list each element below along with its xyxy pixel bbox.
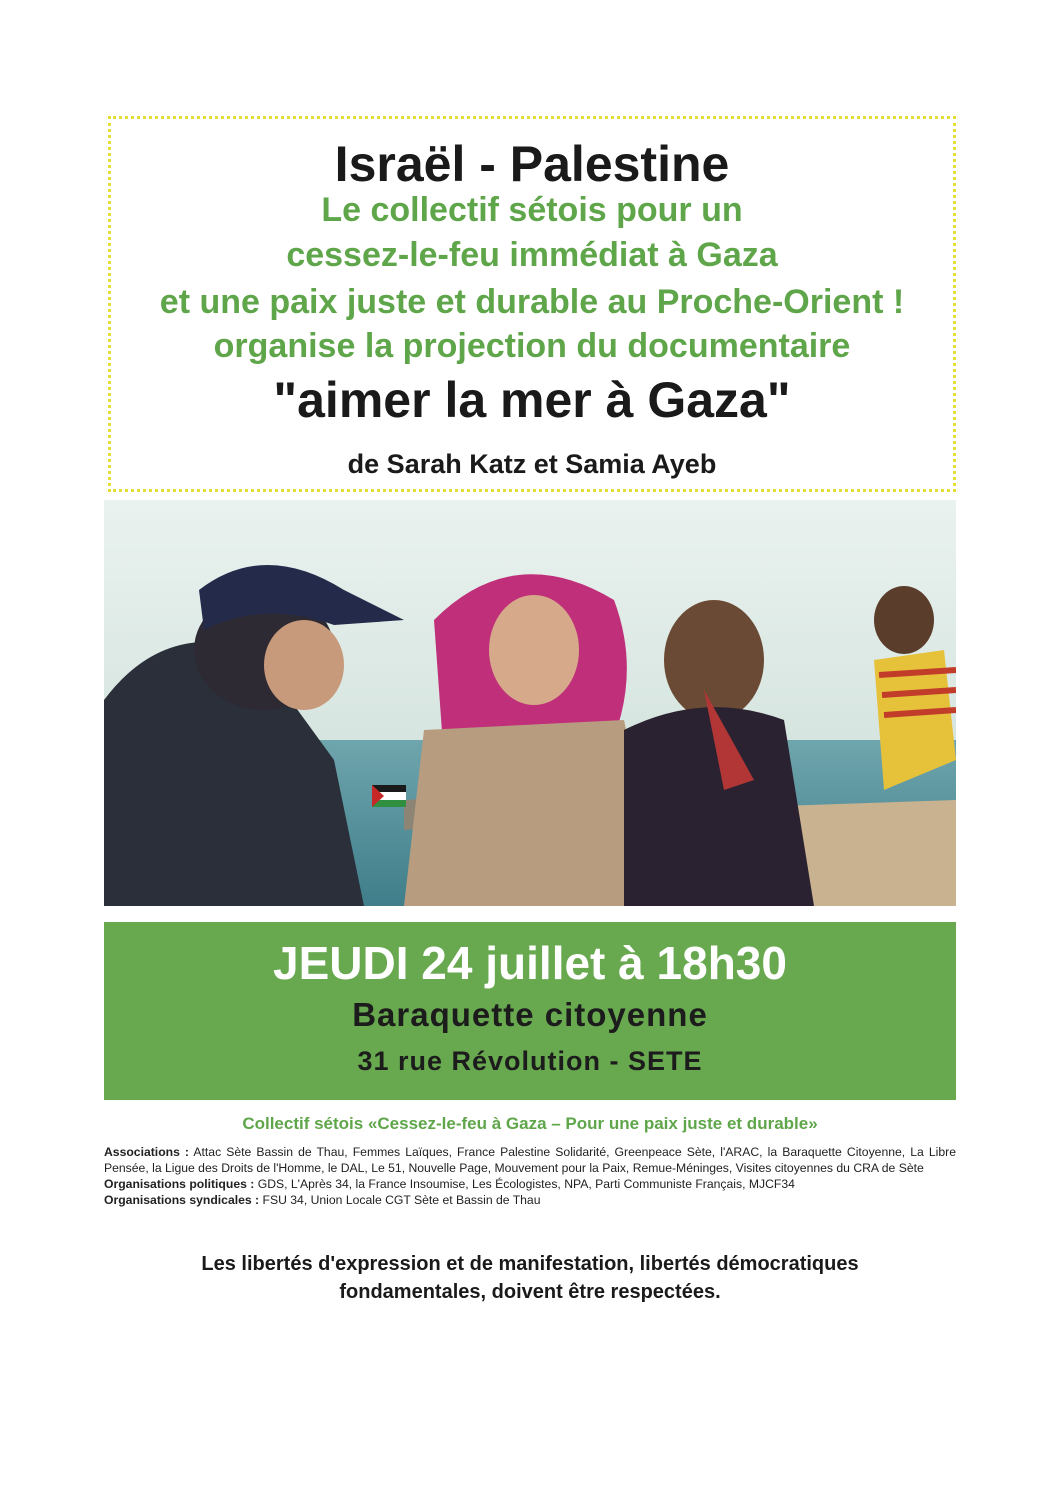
associations-list: Attac Sète Bassin de Thau, Femmes Laïques, France Palestine Solidarité, Greenpeace Sète, l'ARAC, la Baraquette Citoyenne, La Libre Pensée, la Ligue des Droits de l'Homme, le DAL, Le 51, Nouvelle Page, Mouvement pour la Paix, Remue-Méninges, Visites citoyennes du CRA de Sète — [104, 1145, 956, 1175]
subtitle-line-3: et une paix juste et durable au Proche-Orient ! — [159, 283, 905, 321]
politiques-list: GDS, L'Après 34, la France Insoumise, Les Écologistes, NPA, Parti Communiste Français, MJCF34 — [254, 1177, 795, 1191]
collectif-name: Collectif sétois «Cessez-le-feu à Gaza – Pour une paix juste et durable» — [242, 1114, 818, 1133]
politiques-label: Organisations politiques : — [104, 1177, 255, 1191]
documentary-photo — [104, 500, 956, 906]
poster-title: Israël - Palestine — [334, 136, 730, 192]
film-title: "aimer la mer à Gaza" — [273, 372, 791, 428]
members-list — [104, 1144, 956, 1208]
associations-label: Associations : — [104, 1145, 189, 1159]
event-date: JEUDI 24 juillet à 18h30 — [273, 937, 787, 989]
politiques-paragraph — [104, 1176, 956, 1192]
event-venue: Baraquette citoyenne — [352, 996, 708, 1033]
header-box — [108, 116, 956, 492]
syndicales-label: Organisations syndicales : — [104, 1193, 260, 1207]
associations-paragraph — [104, 1144, 956, 1176]
event-band — [104, 922, 956, 1100]
footer-line-1: Les libertés d'expression et de manifestation, libertés démocratiques — [201, 1253, 859, 1275]
subtitle-line-2: cessez-le-feu immédiat à Gaza — [286, 236, 778, 274]
subtitle-line-1: Le collectif sétois pour un — [321, 191, 743, 229]
footer-line-2: fondamentales, doivent être respectées. — [339, 1281, 721, 1303]
subtitle-line-4: organise la projection du documentaire — [213, 327, 851, 365]
event-address: 31 rue Révolution - SETE — [357, 1046, 703, 1076]
syndicales-list: FSU 34, Union Locale CGT Sète et Bassin de Thau — [259, 1193, 541, 1207]
footer-statement — [104, 1250, 956, 1306]
syndicales-paragraph — [104, 1192, 956, 1208]
film-authors: de Sarah Katz et Samia Ayeb — [347, 449, 717, 479]
